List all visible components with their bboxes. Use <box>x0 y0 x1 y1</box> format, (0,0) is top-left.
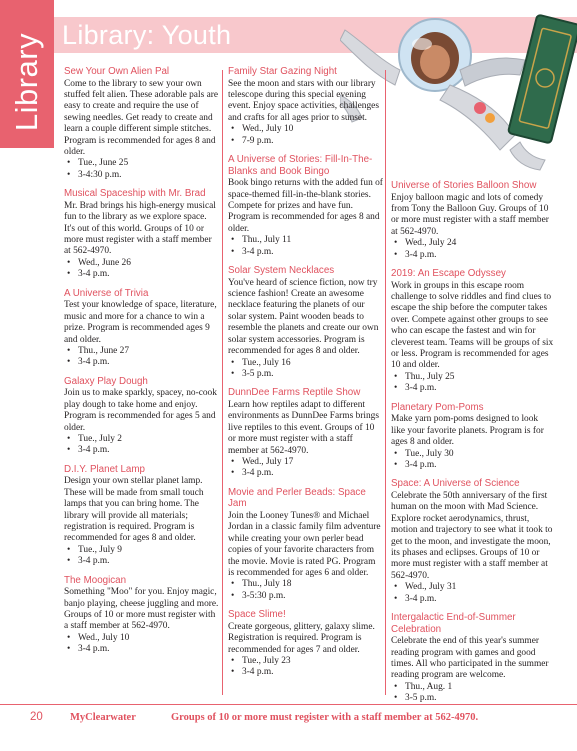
event-title: Space: A Universe of Science <box>391 478 520 490</box>
event-description: Test your knowledge of space, literature, music and more for a chance to win a prize. Program is recommended ages 9 and older. <box>64 300 217 345</box>
event-description: Join us to make sparkly, spacey, no-cook play dough to take home and enjoy. Program is recommended for ages 5 and older. <box>64 388 217 433</box>
event-title: A Universe of Stories: Fill-In-The-Blanks and Book Bingo <box>228 154 373 177</box>
event-item <box>64 188 219 280</box>
event-title: Planetary Pom-Poms <box>391 401 484 413</box>
event-time: • 7-9 p.m. <box>228 136 383 147</box>
event-item <box>391 612 554 705</box>
event-title: Solar System Necklaces <box>228 265 335 277</box>
event-item <box>64 376 219 457</box>
event-time: • 3-4 p.m. <box>391 460 554 471</box>
event-time: • 3-4 p.m. <box>64 556 219 567</box>
event-title: Intergalactic End-of-Summer Celebration <box>391 611 516 635</box>
event-description: See the moon and stars with our library telescope during this special evening event. Enjoy space activities, challenges and crafts for all ages prior to sunset. <box>228 78 379 123</box>
event-title: Movie and Perler Beads: Space Jam <box>228 486 366 510</box>
event-item <box>391 180 554 261</box>
event-title: Universe of Stories Balloon Show <box>391 180 537 191</box>
event-time: • 3-4 p.m. <box>64 445 219 456</box>
event-description: Something "Moo" for you. Enjoy magic, banjo playing, cheese juggling and more. Groups of 10 or more must register with a staff member at 562-4970. <box>64 587 219 632</box>
event-description: Enjoy balloon magic and lots of comedy from Tony the Balloon Guy. Groups of 10 or more must register with a staff member at 562-4970. <box>391 192 549 237</box>
event-item <box>391 402 554 472</box>
event-date: • Tue., July 16 <box>228 358 383 369</box>
page-title: Library: Youth <box>62 20 232 50</box>
event-time: • 3-4 p.m. <box>228 468 383 479</box>
event-time: • 3-5:30 p.m. <box>228 591 383 602</box>
event-date: • Wed., July 10 <box>64 633 219 644</box>
event-item <box>64 575 219 656</box>
event-description: Work in groups in this escape room challenge to solve riddles and find clues to escape the ship before the computer takes over. Compete against other groups to see who can escape the fastest and win for cleverest team. Teams will be groups of six or less. Program is recommended for ages 10 and older. <box>391 280 554 371</box>
event-description: Mr. Brad brings his high-energy musical fun to the library as we explore space. It's out of this world. Groups of 10 or more must register with a staff member at 562-4970. <box>64 200 216 257</box>
event-description: Create gorgeous, glittery, galaxy slime. Registration is required. Program is recommended for ages 7 and older. <box>228 621 375 655</box>
event-time: • 3-4:30 p.m. <box>64 170 219 181</box>
event-item <box>391 478 554 605</box>
event-description: Make yarn pom-poms designed to look like your favorite planets. Program is for ages 8 and older. <box>391 414 544 448</box>
event-description: Learn how reptiles adapt to different environments as DunnDee Farms brings live reptiles to this event. Groups of 10 or more must register with a staff member at 562-4970. <box>228 399 380 456</box>
event-time: • 3-4 p.m. <box>391 594 554 605</box>
event-date: • Tue., July 23 <box>228 656 383 667</box>
footer-brand: MyClearwater <box>70 712 136 723</box>
event-date: • Wed., July 10 <box>228 124 383 135</box>
event-date: • Wed., June 26 <box>64 258 219 269</box>
event-column-3 <box>391 180 554 712</box>
event-time: • 3-4 p.m. <box>64 357 219 368</box>
footer-note: Groups of 10 or more must register with a staff member at 562-4970. <box>171 712 479 723</box>
event-date: • Tue., June 25 <box>64 158 219 169</box>
page-number: 20 <box>30 711 43 723</box>
event-title: Galaxy Play Dough <box>64 375 148 387</box>
event-date: • Thu., July 25 <box>391 372 554 383</box>
event-date: • Thu., July 18 <box>228 579 383 590</box>
column-divider <box>222 70 223 695</box>
event-time: • 3-4 p.m. <box>391 250 554 261</box>
event-item <box>391 268 554 395</box>
event-item <box>228 387 383 479</box>
column-divider <box>385 70 386 695</box>
event-description: Celebrate the end of this year's summer reading program with games and good times. All who participated in the summer reading program are welcome. <box>391 636 549 681</box>
event-title: The Moogican <box>64 574 127 586</box>
event-title: Sew Your Own Alien Pal <box>64 66 170 77</box>
event-title: 2019: An Escape Odyssey <box>391 268 506 280</box>
event-title: D.I.Y. Planet Lamp <box>64 463 145 475</box>
event-date: • Tue., July 9 <box>64 545 219 556</box>
event-date: • Wed., July 17 <box>228 457 383 468</box>
event-description: Celebrate the 50th anniversary of the first human on the moon with Mad Science. Explore rocket aerodynamics, thrust, motion and trajectory to see what it took to get to the moon, and investigate the moon, its phases and eclipses. Groups of 10 or more must register with a staff member at 562-4970. <box>391 490 553 581</box>
event-date: • Thu., June 27 <box>64 346 219 357</box>
event-item <box>228 66 383 147</box>
event-item <box>64 464 219 568</box>
footer-divider <box>0 704 577 705</box>
event-column-1 <box>64 66 219 663</box>
event-item <box>228 265 383 380</box>
event-date: • Wed., July 24 <box>391 238 554 249</box>
event-description: You've heard of science fiction, now try science fashion! Create an awesome necklace featuring the planets of our solar system. Paint wooden beads to resemble the planets and create our own solar system accessories. Program is recommended for ages 8 and older. <box>228 277 379 357</box>
event-description: Come to the library to sew your own stuffed felt alien. These adorable pals are easy to create and require the use of sewing needles. Get ready to create and learn a couple different simple stitches. Program is recommended for ages 8 and older. <box>64 78 219 158</box>
event-column-2 <box>228 66 383 686</box>
event-date: • Tue., July 30 <box>391 449 554 460</box>
event-description: Join the Looney Tunes® and Michael Jordan in a classic family film adventure while creating your own perler bead copies of your favorite characters from the movie. Movie is rated PG. Program is recommended for ages 6 and older. <box>228 510 381 578</box>
event-time: • 3-4 p.m. <box>64 644 219 655</box>
event-description: Book bingo returns with the added fun of space-themed fill-in-the-blank stories. Compete for prizes and have fun. Program is recommended for ages 8 and older. <box>228 178 383 234</box>
event-title: Musical Spaceship with Mr. Brad <box>64 188 206 200</box>
event-time: • 3-4 p.m. <box>64 269 219 280</box>
event-title: A Universe of Trivia <box>64 287 149 299</box>
event-date: • Thu., Aug. 1 <box>391 682 554 693</box>
event-description: Design your own stellar planet lamp. These will be made from small touch lamps that you can bring home. The library will provide all materials; registration is required. Program is recommended for ages 8 and older. <box>64 476 204 544</box>
event-time: • 3-4 p.m. <box>228 667 383 678</box>
event-title: Family Star Gazing Night <box>228 66 337 77</box>
section-tab <box>0 0 54 148</box>
event-item <box>228 154 383 258</box>
event-date: • Wed., July 31 <box>391 582 554 593</box>
event-time: • 3-4 p.m. <box>228 247 383 258</box>
event-time: • 3-5 p.m. <box>391 693 554 704</box>
event-title: DunnDee Farms Reptile Show <box>228 387 361 399</box>
event-item <box>228 609 383 679</box>
event-item <box>64 66 219 181</box>
event-date: • Tue., July 2 <box>64 434 219 445</box>
event-time: • 3-5 p.m. <box>228 369 383 380</box>
event-time: • 3-4 p.m. <box>391 383 554 394</box>
event-title: Space Slime! <box>228 609 286 621</box>
event-item <box>228 487 383 602</box>
section-tab-label: Library <box>9 32 44 132</box>
event-date: • Thu., July 11 <box>228 235 383 246</box>
event-item <box>64 288 219 369</box>
